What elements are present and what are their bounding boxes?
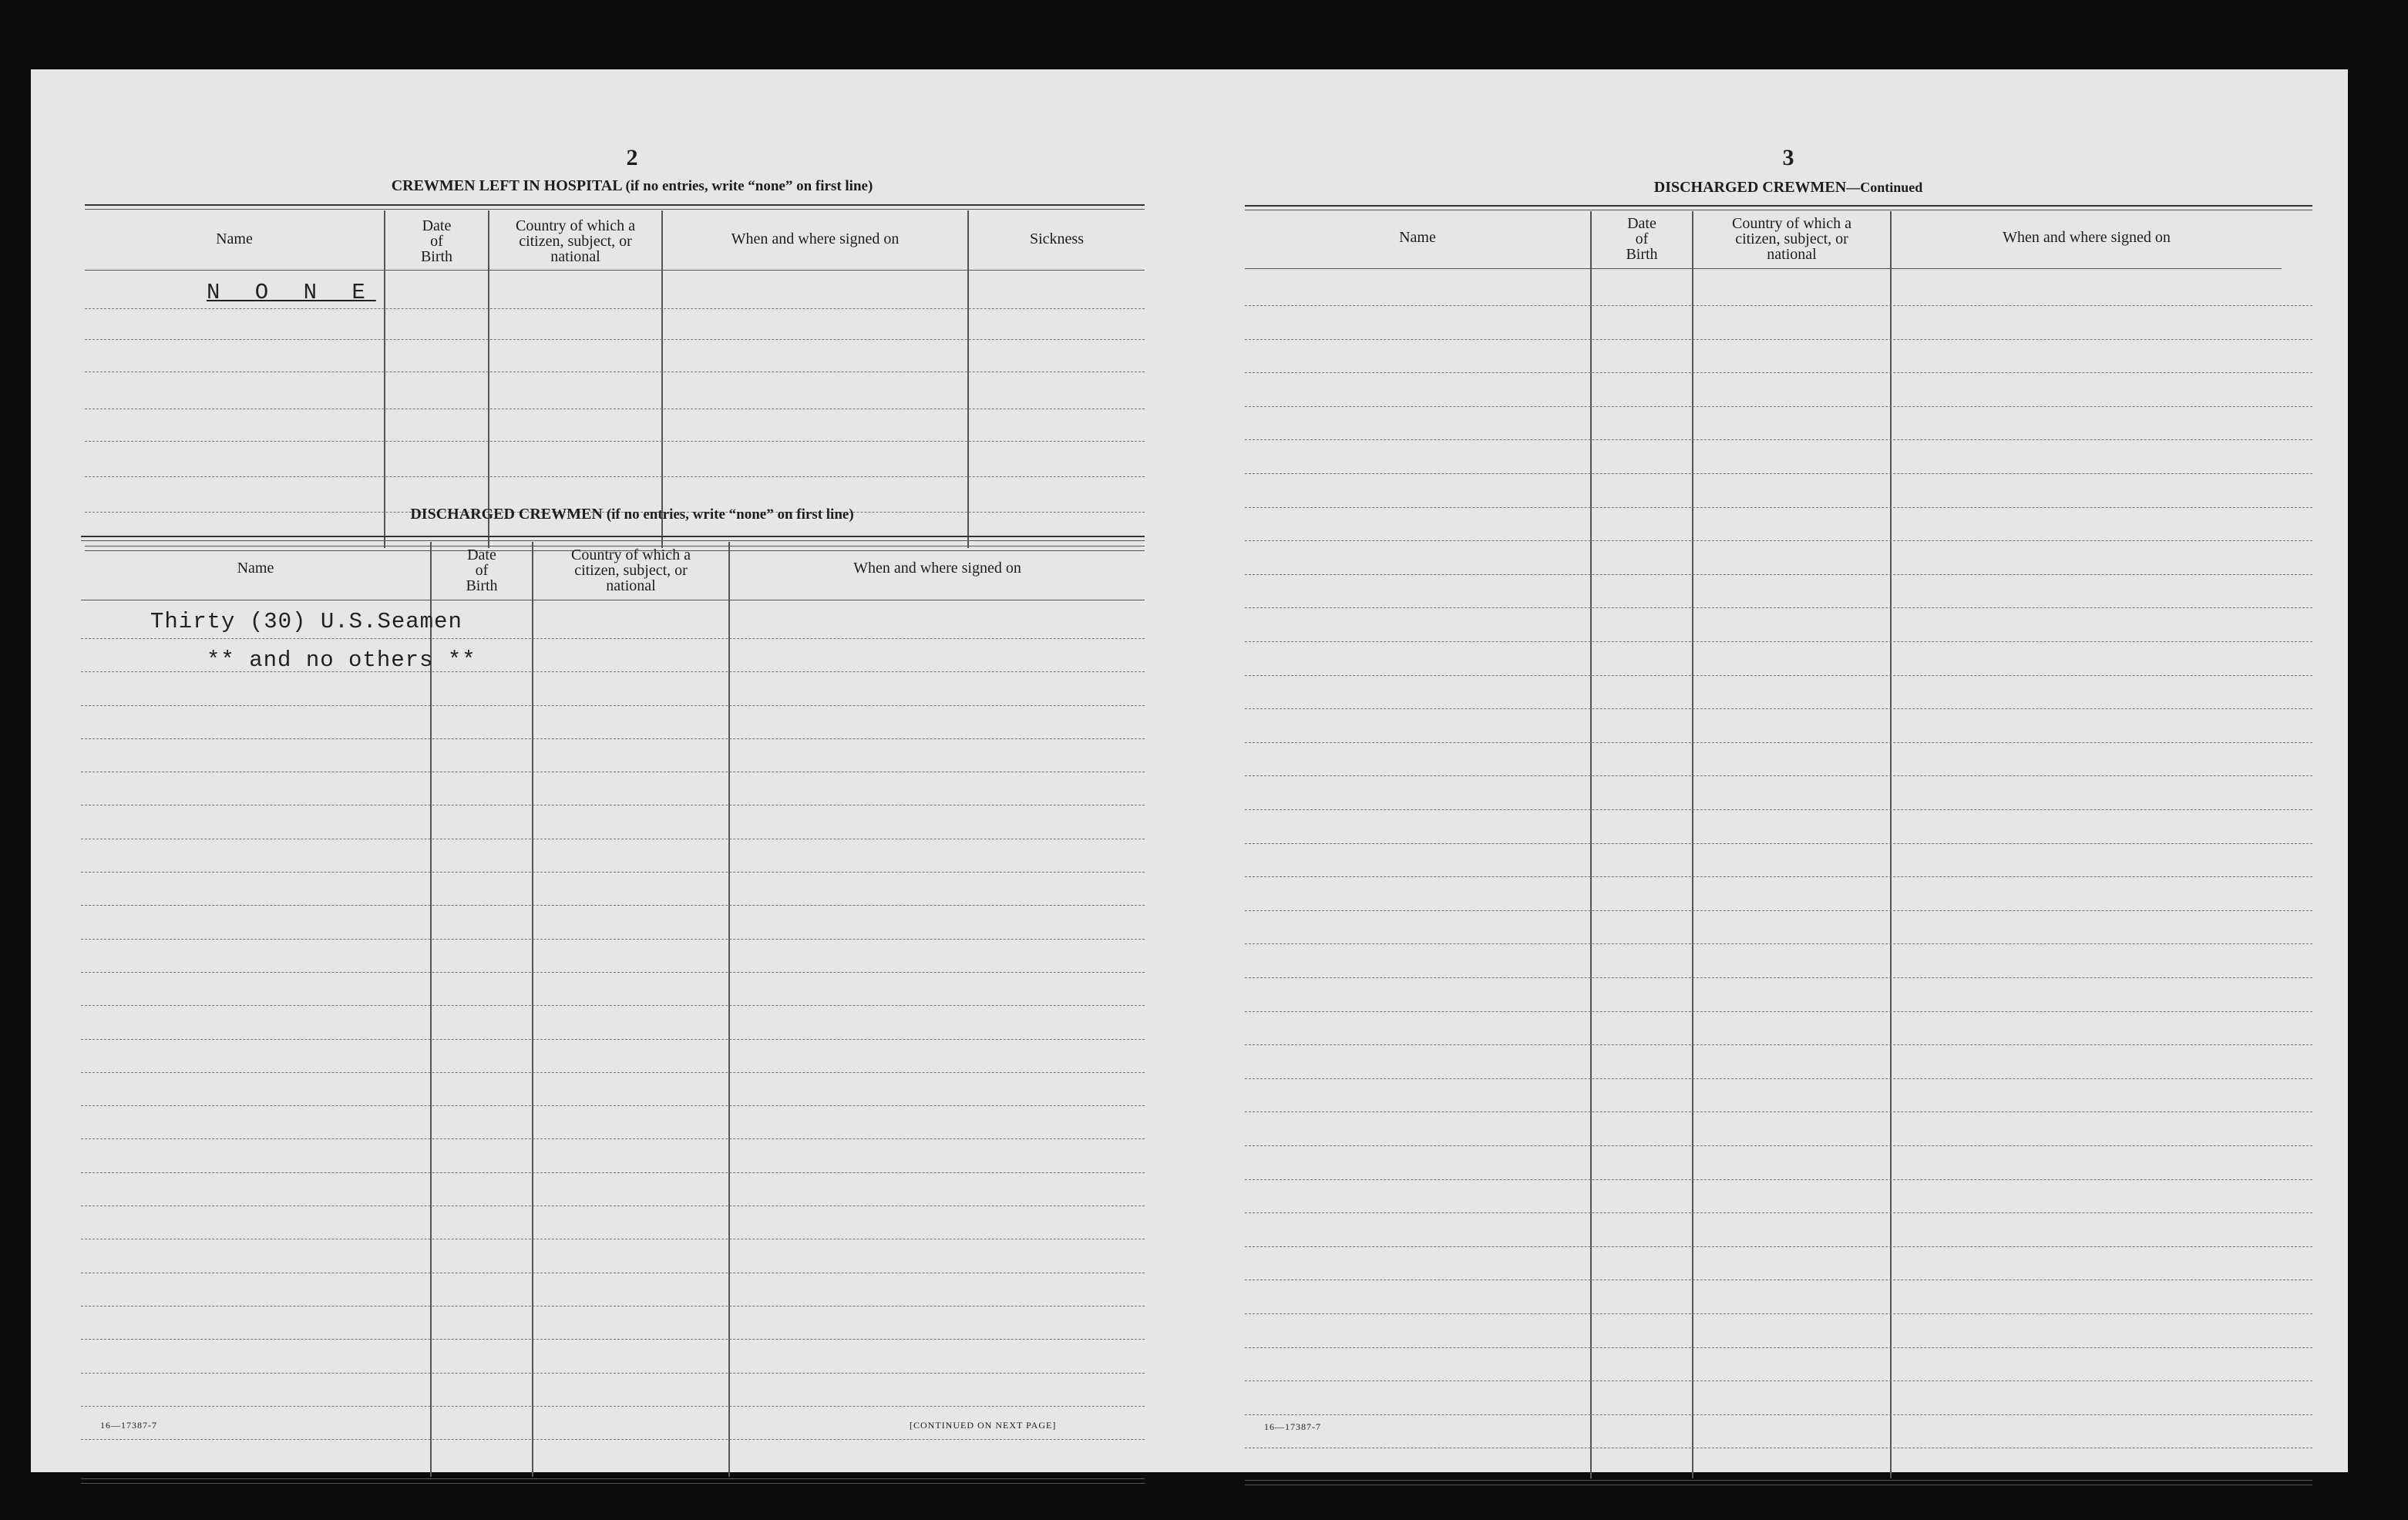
hospital-header-country [489,218,661,264]
discharged-country-line2: citizen, subject, or [574,562,688,579]
ruled-line [81,738,1145,739]
ruled-line [1245,574,2312,575]
ruled-line [1245,843,2312,844]
ruled-line [1245,1380,2312,1381]
right-section-title [1249,179,2328,197]
footer-form-number-right: 16—17387-7 [1264,1421,1321,1432]
discharged-header-dob [432,547,532,594]
ruled-line [1245,977,2312,978]
hospital-header-name: Name [216,230,253,247]
right-header-signed: When and where signed on [2003,229,2171,246]
ruled-line [1245,876,2312,877]
ruled-line [1245,1044,2312,1045]
ruled-line [1245,406,2312,407]
ruled-line [1245,1313,2312,1314]
hospital-country-line3: national [550,248,600,265]
hospital-dob-line3: Birth [420,248,453,265]
ruled-line [1245,1078,2312,1079]
discharged-entry-2: ** and no others ** [207,647,476,673]
ruled-line [81,638,1145,639]
footer-continued: [CONTINUED ON NEXT PAGE] [910,1420,1057,1431]
ruled-line [1245,372,2312,373]
right-header-name: Name [1399,229,1436,246]
ruled-line [1245,305,2312,306]
footer-form-number-left: 16—17387-7 [100,1420,157,1431]
ruled-line [81,1339,1145,1340]
right-dob-line3: Birth [1626,246,1658,263]
ruled-line [81,1105,1145,1106]
discharged-dob-line1: Date [467,546,496,563]
discharged-heading-text [123,506,1141,523]
ruled-line [1245,540,2312,541]
page-number-right: 3 [1782,145,1794,170]
discharged-header-signed: When and where signed on [853,560,1021,577]
hospital-entry-none: N O N E [207,280,376,305]
ruled-line [1245,1212,2312,1213]
ruled-line [81,1005,1145,1006]
hospital-country-line2: citizen, subject, or [519,233,632,250]
ruled-line [81,872,1145,873]
hospital-section-title [85,177,1179,195]
ruled-line [1245,1347,2312,1348]
hospital-dob-line2: of [430,233,443,250]
hospital-title-text: CREWMEN LEFT IN HOSPITAL [391,177,622,194]
ruled-line [1245,641,2312,642]
ruled-line [1245,675,2312,676]
right-title-text: DISCHARGED CREWMEN [1653,179,1847,196]
discharged-dob-line3: Birth [466,577,498,594]
ruled-line [81,1039,1145,1040]
ruled-line [1245,742,2312,743]
right-title-suffix: —Continued [1846,180,1923,195]
right-dob-line2: of [1635,230,1649,247]
right-header-dob [1592,216,1692,262]
ruled-line [81,939,1145,940]
discharged-title-text: DISCHARGED CREWMEN [410,506,603,523]
right-dob-line1: Date [1627,215,1656,232]
ruled-line [1245,339,2312,340]
right-header-country [1693,216,1890,262]
discharged-dob-line2: of [475,562,489,579]
ruled-line [1245,708,2312,709]
page-number-left: 2 [626,145,638,170]
ruled-line [81,1406,1145,1407]
ruled-line [1245,1179,2312,1180]
ruled-line [81,1439,1145,1440]
ruled-line [1245,473,2312,474]
discharged-country-line3: national [606,577,656,594]
hospital-dob-line1: Date [422,217,452,234]
hospital-country-line1: Country of which a [516,217,635,234]
ruled-line [1245,1111,2312,1112]
ruled-line [1245,1011,2312,1012]
hospital-header-signed: When and where signed on [731,230,900,247]
hospital-title-note: (if no entries, write “none” on first line) [625,178,873,194]
ruled-line [81,1138,1145,1139]
ruled-line [81,1373,1145,1374]
ruled-line [1245,775,2312,776]
ruled-line [81,972,1145,973]
ruled-line [1245,943,2312,944]
hospital-header-dob [385,218,488,264]
right-country-line3: national [1767,246,1817,263]
ruled-line [1245,1145,2312,1146]
ruled-line [1245,507,2312,508]
ruled-line [81,905,1145,906]
ruled-line [81,1172,1145,1173]
discharged-header-name: Name [237,560,274,577]
right-country-line2: citizen, subject, or [1735,230,1848,247]
ruled-line [81,1072,1145,1073]
ruled-line [1245,607,2312,608]
ruled-line [1245,910,2312,911]
discharged-country-line1: Country of which a [571,546,691,563]
right-country-line1: Country of which a [1732,215,1851,232]
discharged-entry-1: Thirty (30) U.S.Seamen [150,609,462,634]
discharged-title-note: (if no entries, write “none” on first line) [606,506,854,523]
ruled-line [1245,439,2312,440]
document-sheet [31,69,2348,1472]
discharged-header-country [533,547,728,594]
ruled-line [1245,1246,2312,1247]
hospital-header-sickness: Sickness [1030,230,1084,247]
ruled-line [1245,1414,2312,1415]
ruled-line [81,705,1145,706]
ruled-line [1245,809,2312,810]
